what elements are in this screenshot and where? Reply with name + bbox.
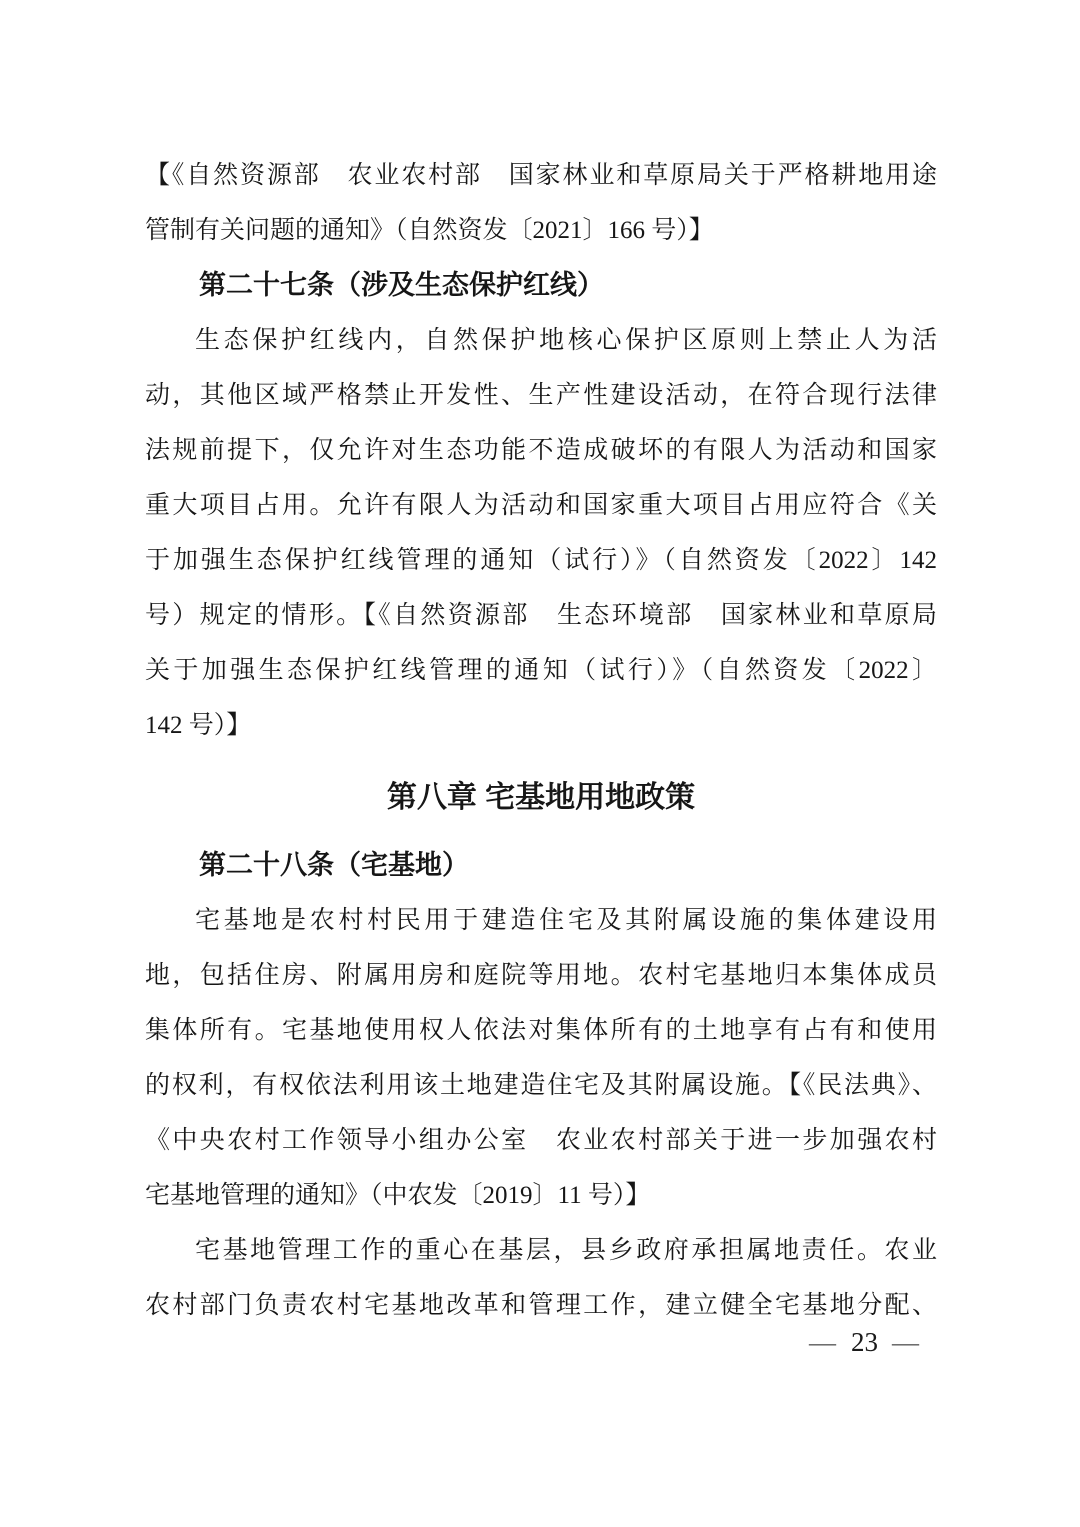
citation-line: 管制有关问题的通知》（自然资发〔2021〕166 号）】 bbox=[145, 217, 714, 244]
paragraph-line: 农村部门负责农村宅基地改革和管理工作，建立健全宅基地分配、 bbox=[145, 1292, 937, 1319]
citation-line: 【《自然资源部 农业农村部 国家林业和草原局关于严格耕地用途 bbox=[145, 162, 937, 189]
paragraph-line: 集体所有。宅基地使用权人依法对集体所有的土地享有占有和使用 bbox=[145, 1017, 937, 1044]
article-28-heading: 第二十八条（宅基地） bbox=[199, 850, 469, 880]
paragraph-line: 的权利，有权依法利用该土地建造住宅及其附属设施。【《民法典》、 bbox=[145, 1072, 937, 1099]
paragraph-line: 动，其他区域严格禁止开发性、生产性建设活动，在符合现行法律 bbox=[145, 382, 937, 409]
paragraph-line: 宅基地是农村村民用于建造住宅及其附属设施的集体建设用 bbox=[195, 907, 937, 934]
footer-dash: — bbox=[892, 1327, 920, 1357]
text-block bbox=[145, 148, 937, 1333]
paragraph-line: 地，包括住房、附属用房和庭院等用地。农村宅基地归本集体成员 bbox=[145, 962, 937, 989]
paragraph-line: 宅基地管理的通知》（中农发〔2019〕11 号）】 bbox=[145, 1182, 651, 1209]
paragraph-line: 142 号）】 bbox=[145, 712, 252, 739]
article-27-heading: 第二十七条（涉及生态保护红线） bbox=[199, 270, 604, 300]
paragraph-line: 重大项目占用。允许有限人为活动和国家重大项目占用应符合《关 bbox=[145, 492, 937, 519]
footer-dash: — bbox=[809, 1327, 837, 1357]
paragraph-line: 号）规定的情形。【《自然资源部 生态环境部 国家林业和草原局 bbox=[145, 602, 937, 629]
paragraph-line: 于加强生态保护红线管理的通知（试行）》（自然资发〔2022〕142 bbox=[145, 547, 937, 574]
chapter-heading: 第八章 宅基地用地政策 bbox=[386, 781, 696, 814]
paragraph-line: 法规前提下，仅允许对生态功能不造成破坏的有限人为活动和国家 bbox=[145, 437, 937, 464]
paragraph-line: 关于加强生态保护红线管理的通知（试行）》（自然资发〔2022〕 bbox=[145, 657, 937, 684]
page-number: 23 bbox=[851, 1327, 878, 1357]
paragraph-line: 《中央农村工作领导小组办公室 农业农村部关于进一步加强农村 bbox=[145, 1127, 937, 1154]
paragraph-line: 宅基地管理工作的重心在基层，县乡政府承担属地责任。农业 bbox=[195, 1237, 937, 1264]
paragraph-line: 生态保护红线内，自然保护地核心保护区原则上禁止人为活 bbox=[195, 327, 937, 354]
page-footer bbox=[809, 1322, 920, 1362]
